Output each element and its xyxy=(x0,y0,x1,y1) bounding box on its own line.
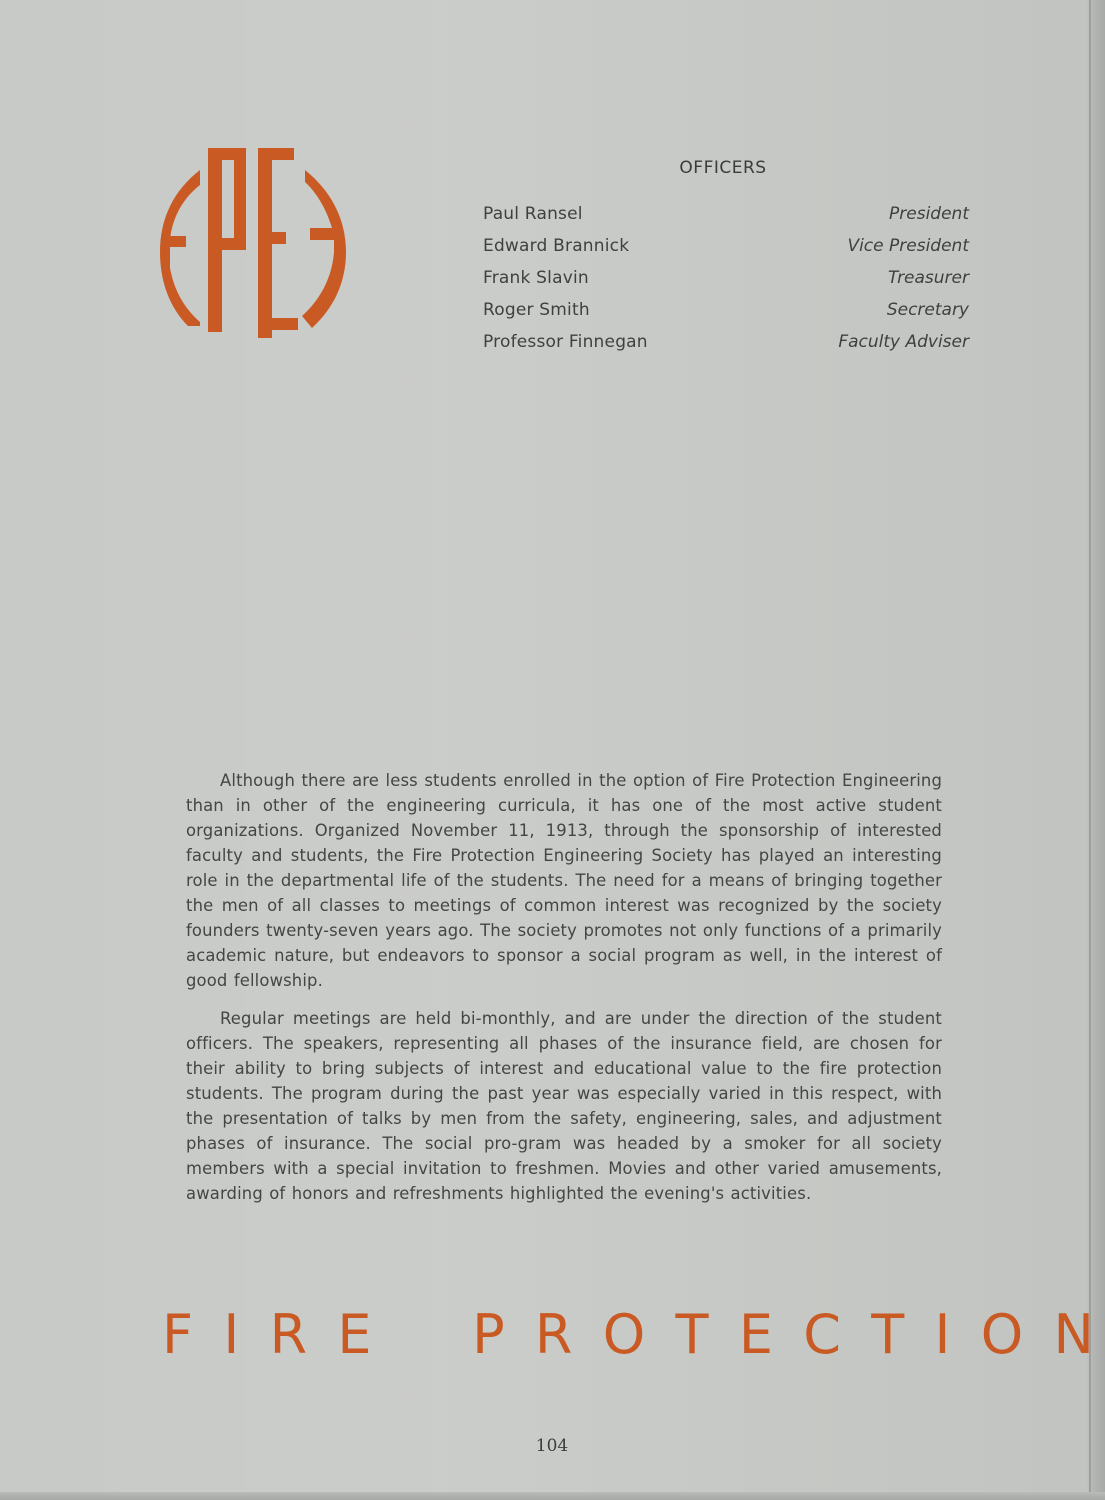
body-text xyxy=(186,768,942,1219)
officers-heading: OFFICERS xyxy=(679,158,767,178)
officer-row xyxy=(483,262,969,294)
banner-letter: F xyxy=(162,1303,194,1366)
banner-letter: C xyxy=(803,1303,841,1366)
officer-title: Vice President xyxy=(847,236,969,256)
officers-list xyxy=(483,198,969,358)
banner-letter: R xyxy=(534,1303,573,1366)
banner-letter: R xyxy=(269,1303,308,1366)
officer-name: Roger Smith xyxy=(483,300,590,320)
officer-row xyxy=(483,294,969,326)
banner-letter: P xyxy=(472,1303,505,1366)
banner-letter: I xyxy=(223,1303,240,1366)
officer-title: President xyxy=(889,204,969,224)
fpes-monogram-logo xyxy=(150,140,355,345)
banner-letter: O xyxy=(602,1303,646,1366)
officer-name: Paul Ransel xyxy=(483,204,583,224)
officer-title: Faculty Adviser xyxy=(838,332,969,352)
banner-letter: E xyxy=(337,1303,372,1366)
banner-letter: I xyxy=(934,1303,951,1366)
banner-letter: O xyxy=(980,1303,1024,1366)
officer-title: Secretary xyxy=(886,300,969,320)
officer-name: Edward Brannick xyxy=(483,236,630,256)
page-number: 104 xyxy=(535,1436,569,1456)
banner-letter: T xyxy=(675,1303,709,1366)
officer-row xyxy=(483,198,969,230)
page-edge-line xyxy=(1089,0,1091,1500)
banner-letter: E xyxy=(738,1303,773,1366)
officer-name: Frank Slavin xyxy=(483,268,589,288)
officer-title: Treasurer xyxy=(888,268,969,288)
page-edge-bottom xyxy=(0,1492,1105,1500)
banner-letter: N xyxy=(1053,1303,1094,1366)
officer-row xyxy=(483,326,969,358)
paragraph-meetings: Regular meetings are held bi-monthly, and are under the direction of the student officers. The speakers, representing all phases of the insurance field, are chosen for their ability to bring subjects of interest and educational value to the fire protection students. The program during the past year was especially varied in this respect, with the presentation of talks by men from the safety, engineering, sales, and adjustment phases of insurance. The social pro-gram was headed by a smoker for all society members with a special invitation to freshmen. Movies and other varied amusements, awarding of honors and refreshments highlighted the evening's activities. xyxy=(186,1009,942,1203)
paragraph-history: Although there are less students enrolled in the option of Fire Protection Engineering than in other of the engineering curricula, it has one of the most active student organizations. Organized November 11, 1913, through the sponsorship of interested faculty and students, the Fire Protection Engineering Society has played an interesting role in the departmental life of the students. The need for a means of bringing together the men of all classes to meetings of common interest was recognized by the society founders twenty-seven years ago. The society promotes not only functions of a primarily academic nature, but endeavors to sponsor a social program as well, in the interest of good fellowship. xyxy=(186,771,942,990)
fire-protection-banner xyxy=(162,1300,1094,1370)
banner-letter: T xyxy=(871,1303,905,1366)
officer-row xyxy=(483,230,969,262)
officer-name: Professor Finnegan xyxy=(483,332,648,352)
